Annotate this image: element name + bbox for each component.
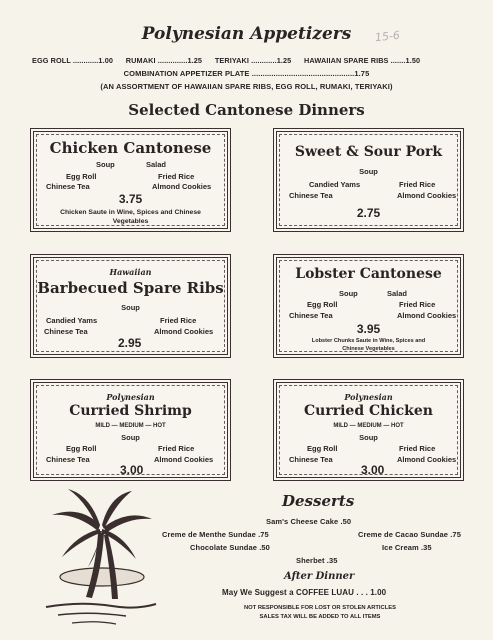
description: Chicken Saute in Wine, Spices and Chinese <box>60 209 201 216</box>
price: 3.00 <box>361 463 385 477</box>
egg-roll: Egg Roll <box>66 172 97 181</box>
footer-sales-tax: SALES TAX WILL BE ADDED TO ALL ITEMS <box>259 614 381 620</box>
heat-level: MILD — MEDIUM — HOT <box>333 423 404 429</box>
dessert-chocolate: Chocolate Sundae .50 <box>190 543 270 552</box>
fried-rice: Fried Rice <box>158 444 195 453</box>
description-cont: Chinese Vegetables <box>342 346 395 352</box>
after-dinner-title: After Dinner <box>284 571 355 582</box>
palm-tree-illustration <box>40 485 160 630</box>
box-title: Lobster Cantonese <box>295 266 442 282</box>
chinese-tea: Chinese Tea <box>46 182 90 191</box>
box-title: Curried Chicken <box>304 403 433 419</box>
combo-desc: (AN ASSORTMENT OF HAWAIIAN SPARE RIBS, EGG ROLL, RUMAKI, TERIYAKI) <box>100 82 393 91</box>
box-chicken-cantonese <box>30 128 231 232</box>
box-title: Curried Shrimp <box>69 403 192 419</box>
almond-cookies: Almond Cookies <box>397 191 457 200</box>
salad: Salad <box>146 160 167 169</box>
soup: Soup <box>121 303 140 312</box>
price: 2.95 <box>118 336 142 350</box>
fried-rice: Fried Rice <box>158 172 195 181</box>
coffee-luau: May We Suggest a COFFEE LUAU . . . 1.00 <box>222 588 387 597</box>
chinese-tea: Chinese Tea <box>289 455 333 464</box>
almond-cookies: Almond Cookies <box>154 327 214 336</box>
salad: Salad <box>387 289 408 298</box>
chinese-tea: Chinese Tea <box>289 191 333 200</box>
fried-rice: Fried Rice <box>399 300 436 309</box>
description-cont: Vegetables <box>112 218 149 225</box>
egg-roll: Egg Roll <box>307 300 338 309</box>
chinese-tea: Chinese Tea <box>44 327 88 336</box>
box-curried-chicken <box>273 379 464 481</box>
dessert-sherbet: Sherbet .35 <box>296 556 338 565</box>
box-lobster-cantonese <box>273 254 464 358</box>
box-pretitle: Polynesian <box>344 392 393 402</box>
dinners-title: Selected Cantonese Dinners <box>128 101 365 119</box>
soup: Soup <box>96 160 115 169</box>
combo-line: COMBINATION APPETIZER PLATE ...............................................1.75 <box>123 69 370 78</box>
description: Lobster Chunks Saute in Wine, Spices and <box>311 338 426 344</box>
almond-cookies: Almond Cookies <box>152 182 212 191</box>
almond-cookies: Almond Cookies <box>397 455 457 464</box>
fried-rice: Fried Rice <box>160 316 197 325</box>
chinese-tea: Chinese Tea <box>46 455 90 464</box>
fried-rice: Fried Rice <box>399 180 436 189</box>
soup: Soup <box>121 433 140 442</box>
desserts-title: Desserts <box>282 492 355 510</box>
soup: Soup <box>339 289 358 298</box>
box-curried-shrimp <box>30 379 231 481</box>
box-spare-ribs <box>30 254 231 358</box>
chinese-tea: Chinese Tea <box>289 311 333 320</box>
egg-roll: Egg Roll <box>66 444 97 453</box>
soup: Soup <box>359 167 378 176</box>
candied-yams: Candied Yams <box>46 316 98 325</box>
box-title: Sweet & Sour Pork <box>294 144 443 160</box>
dessert-ice-cream: Ice Cream .35 <box>382 543 432 552</box>
egg-roll: Egg Roll <box>307 444 338 453</box>
candied-yams: Candied Yams <box>309 180 361 189</box>
appetizers-title: Polynesian Appetizers <box>141 24 352 44</box>
handwritten-note: 15-6 <box>374 28 401 45</box>
price: 2.75 <box>356 206 381 220</box>
dessert-cacao: Creme de Cacao Sundae .75 <box>358 530 461 539</box>
almond-cookies: Almond Cookies <box>397 311 457 320</box>
soup: Soup <box>359 433 378 442</box>
price: 3.00 <box>120 463 144 477</box>
fried-rice: Fried Rice <box>399 444 436 453</box>
almond-cookies: Almond Cookies <box>154 455 214 464</box>
box-sweet-sour-pork <box>273 128 464 232</box>
box-pretitle: Polynesian <box>106 392 155 402</box>
heat-level: MILD — MEDIUM — HOT <box>95 423 166 429</box>
box-pretitle: Hawaiian <box>109 267 152 277</box>
appetizer-line: EGG ROLL ............1.00 RUMAKI ..............1.25 TERIYAKI ............1.25 HAWAIIAN SPARE RIBS .......1.50 <box>32 56 421 65</box>
footer-lost-articles: NOT RESPONSIBLE FOR LOST OR STOLEN ARTICLES <box>243 605 396 611</box>
price: 3.95 <box>356 322 381 336</box>
price: 3.75 <box>118 192 143 206</box>
dessert-cheese-cake: Sam's Cheese Cake .50 <box>266 517 352 526</box>
dessert-menthe: Creme de Menthe Sundae .75 <box>162 530 269 539</box>
box-title: Chicken Cantonese <box>49 139 212 157</box>
box-title: Barbecued Spare Ribs <box>37 279 224 297</box>
